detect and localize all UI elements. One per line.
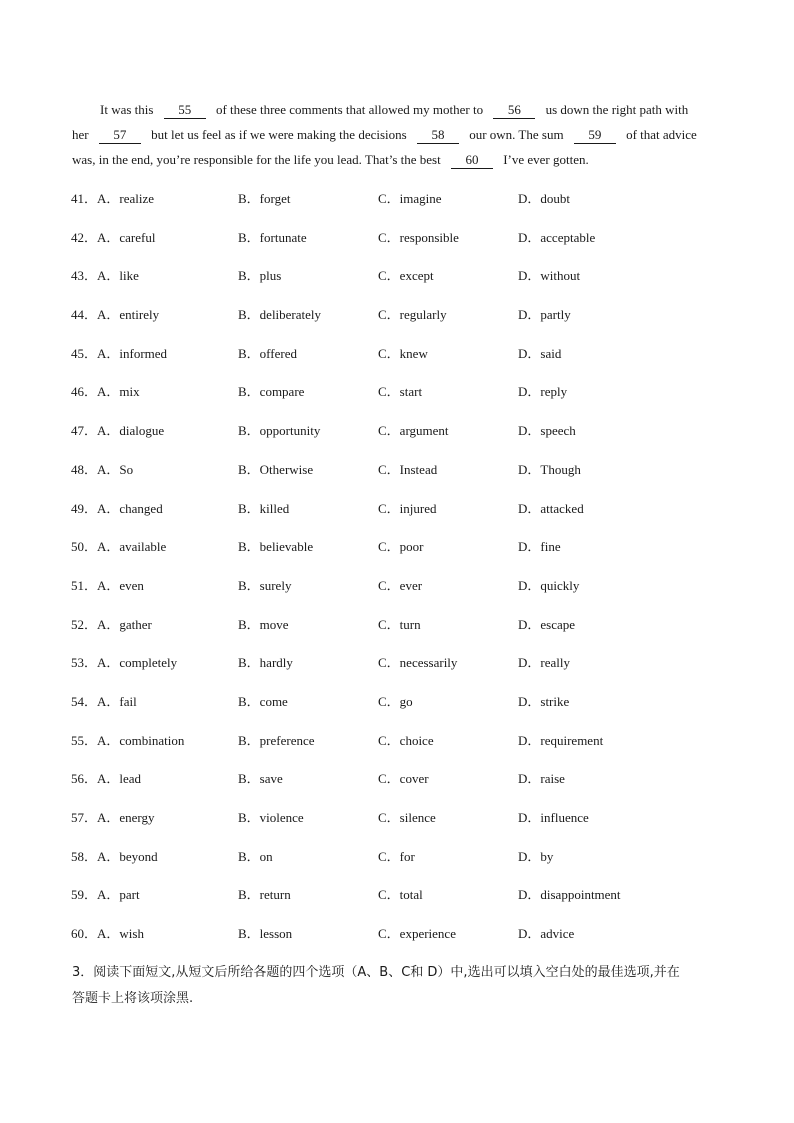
question-row xyxy=(71,805,731,844)
question-row xyxy=(71,882,731,921)
option-c: C．silence xyxy=(378,810,436,825)
option-d: D．influence xyxy=(518,810,589,825)
option-c: C．cover xyxy=(378,771,429,787)
question-number: 47． xyxy=(71,423,98,439)
question-row xyxy=(71,302,731,341)
option-b: B．fortunate xyxy=(238,229,307,245)
instruction-line-2: 答题卡上将该项涂黑. xyxy=(72,991,194,1006)
option-d: D．disappointment xyxy=(518,887,621,903)
option-d: D．raise xyxy=(518,771,565,787)
section-instruction xyxy=(72,960,724,1012)
option-c: C．except xyxy=(378,268,434,284)
question-number: 50． xyxy=(71,539,98,555)
option-d: D．doubt xyxy=(518,191,571,206)
question-row xyxy=(71,341,731,380)
question-row xyxy=(71,418,731,457)
option-a: A．mix xyxy=(97,384,140,400)
question-number: 56． xyxy=(71,771,98,787)
option-a: A．gather xyxy=(97,616,152,632)
question-row xyxy=(71,728,731,767)
question-row xyxy=(71,844,731,883)
passage-text: us down the right path with xyxy=(545,102,689,117)
question-number: 43． xyxy=(71,268,98,284)
option-d: D．Though xyxy=(518,461,581,477)
option-c: C．imagine xyxy=(378,191,442,206)
question-number: 54． xyxy=(71,693,98,709)
question-number: 53． xyxy=(71,655,98,671)
option-a: A．like xyxy=(97,268,139,284)
option-d: D．fine xyxy=(518,539,561,555)
cloze-passage xyxy=(72,97,722,172)
question-row xyxy=(71,766,731,805)
option-d: D．advice xyxy=(518,926,575,942)
option-b: B．come xyxy=(238,693,288,709)
question-row xyxy=(71,921,731,960)
blank-59: 59 xyxy=(574,127,616,144)
option-a: A．combination xyxy=(97,732,185,748)
question-list xyxy=(71,186,731,960)
option-b: B．return xyxy=(238,887,291,903)
blank-56: 56 xyxy=(493,102,535,119)
option-b: B．plus xyxy=(238,268,282,284)
option-d: D．quickly xyxy=(518,577,580,593)
question-number: 51． xyxy=(71,577,98,593)
question-number: 55． xyxy=(71,732,98,748)
option-d: D．really xyxy=(518,655,570,671)
passage-line-3 xyxy=(72,147,722,172)
option-a: A．even xyxy=(97,577,144,593)
option-a: A．available xyxy=(97,539,167,555)
option-c: C．Instead xyxy=(378,461,438,477)
option-c: C．injured xyxy=(378,500,437,516)
passage-text: her xyxy=(72,127,89,142)
option-d: D．strike xyxy=(518,693,570,709)
option-a: A．entirely xyxy=(97,307,160,323)
option-b: B．move xyxy=(238,616,289,632)
question-number: 44． xyxy=(71,307,98,323)
option-b: B．save xyxy=(238,771,283,787)
option-d: D．requirement xyxy=(518,732,604,748)
passage-text: was, in the end, you’re responsible for the life you lead. That’s the best xyxy=(72,152,441,167)
blank-58: 58 xyxy=(417,127,459,144)
question-row xyxy=(71,534,731,573)
question-row xyxy=(71,650,731,689)
instruction-line-1: 3．阅读下面短文,从短文后所给各题的四个选项（A、B、C和 D）中,选出可以填入空白处的最佳选项,并在 xyxy=(72,965,680,980)
option-d: D．partly xyxy=(518,307,571,323)
question-number: 49． xyxy=(71,500,98,516)
option-b: B．killed xyxy=(238,500,290,516)
option-c: C．argument xyxy=(378,423,449,439)
question-number: 41． xyxy=(71,191,98,206)
option-b: B．offered xyxy=(238,345,297,361)
option-a: A．careful xyxy=(97,229,156,245)
question-row xyxy=(71,379,731,418)
option-b: B．hardly xyxy=(238,655,293,671)
option-c: C．knew xyxy=(378,345,428,361)
option-b: B．believable xyxy=(238,539,314,555)
option-b: B．opportunity xyxy=(238,423,321,439)
option-b: B．Otherwise xyxy=(238,461,314,477)
option-a: A．completely xyxy=(97,655,178,671)
option-a: A．informed xyxy=(97,345,168,361)
option-b: B．compare xyxy=(238,384,305,400)
option-b: B．on xyxy=(238,848,273,864)
option-a: A．lead xyxy=(97,771,142,787)
option-d: D．said xyxy=(518,345,562,361)
passage-text: our own. The sum xyxy=(469,127,564,142)
question-number: 57． xyxy=(71,810,98,825)
option-a: A．fail xyxy=(97,693,137,709)
option-c: C．turn xyxy=(378,616,421,632)
question-number: 58． xyxy=(71,848,98,864)
option-d: D．attacked xyxy=(518,500,584,516)
option-b: B．surely xyxy=(238,577,292,593)
option-c: C．for xyxy=(378,848,415,864)
passage-text: of these three comments that allowed my mother to xyxy=(215,102,484,117)
option-d: D．speech xyxy=(518,423,576,439)
option-c: C．experience xyxy=(378,926,456,942)
question-number: 48． xyxy=(71,461,98,477)
question-row xyxy=(71,573,731,612)
option-d: D．acceptable xyxy=(518,229,596,245)
question-number: 59． xyxy=(71,887,98,903)
passage-text: I’ve ever gotten. xyxy=(503,152,589,167)
question-row xyxy=(71,689,731,728)
question-number: 42． xyxy=(71,229,98,245)
blank-57: 57 xyxy=(99,127,141,144)
option-a: A．dialogue xyxy=(97,423,165,439)
option-c: C．necessarily xyxy=(378,655,458,671)
option-b: B．violence xyxy=(238,810,304,825)
option-a: A．realize xyxy=(97,191,155,206)
option-d: D．reply xyxy=(518,384,568,400)
option-c: C．ever xyxy=(378,577,423,593)
option-a: A．part xyxy=(97,887,140,903)
question-row xyxy=(71,225,731,264)
question-row xyxy=(71,496,731,535)
option-c: C．poor xyxy=(378,539,424,555)
question-number: 46． xyxy=(71,384,98,400)
question-row xyxy=(71,612,731,651)
question-number: 60． xyxy=(71,926,98,942)
option-a: A．energy xyxy=(97,810,155,825)
passage-text: It was this xyxy=(100,102,154,117)
option-b: B．deliberately xyxy=(238,307,322,323)
blank-60: 60 xyxy=(451,152,493,169)
question-row xyxy=(71,186,731,225)
passage-text: of that advice xyxy=(626,127,697,142)
option-a: A．beyond xyxy=(97,848,158,864)
option-d: D．without xyxy=(518,268,581,284)
blank-55: 55 xyxy=(164,102,206,119)
question-number: 52． xyxy=(71,616,98,632)
option-b: B．forget xyxy=(238,191,291,206)
option-c: C．choice xyxy=(378,732,434,748)
question-number: 45． xyxy=(71,345,98,361)
option-a: A．So xyxy=(97,461,134,477)
option-a: A．wish xyxy=(97,926,144,942)
question-row xyxy=(71,263,731,302)
option-d: D．escape xyxy=(518,616,576,632)
passage-line-2 xyxy=(72,122,722,147)
option-c: C．go xyxy=(378,693,413,709)
option-c: C．responsible xyxy=(378,229,459,245)
option-d: D．by xyxy=(518,848,554,864)
option-b: B．lesson xyxy=(238,926,293,942)
option-c: C．start xyxy=(378,384,423,400)
passage-line-1 xyxy=(72,97,722,122)
option-a: A．changed xyxy=(97,500,163,516)
option-c: C．regularly xyxy=(378,307,447,323)
question-row xyxy=(71,457,731,496)
option-b: B．preference xyxy=(238,732,315,748)
passage-text: but let us feel as if we were making the decisions xyxy=(151,127,407,142)
option-c: C．total xyxy=(378,887,423,903)
